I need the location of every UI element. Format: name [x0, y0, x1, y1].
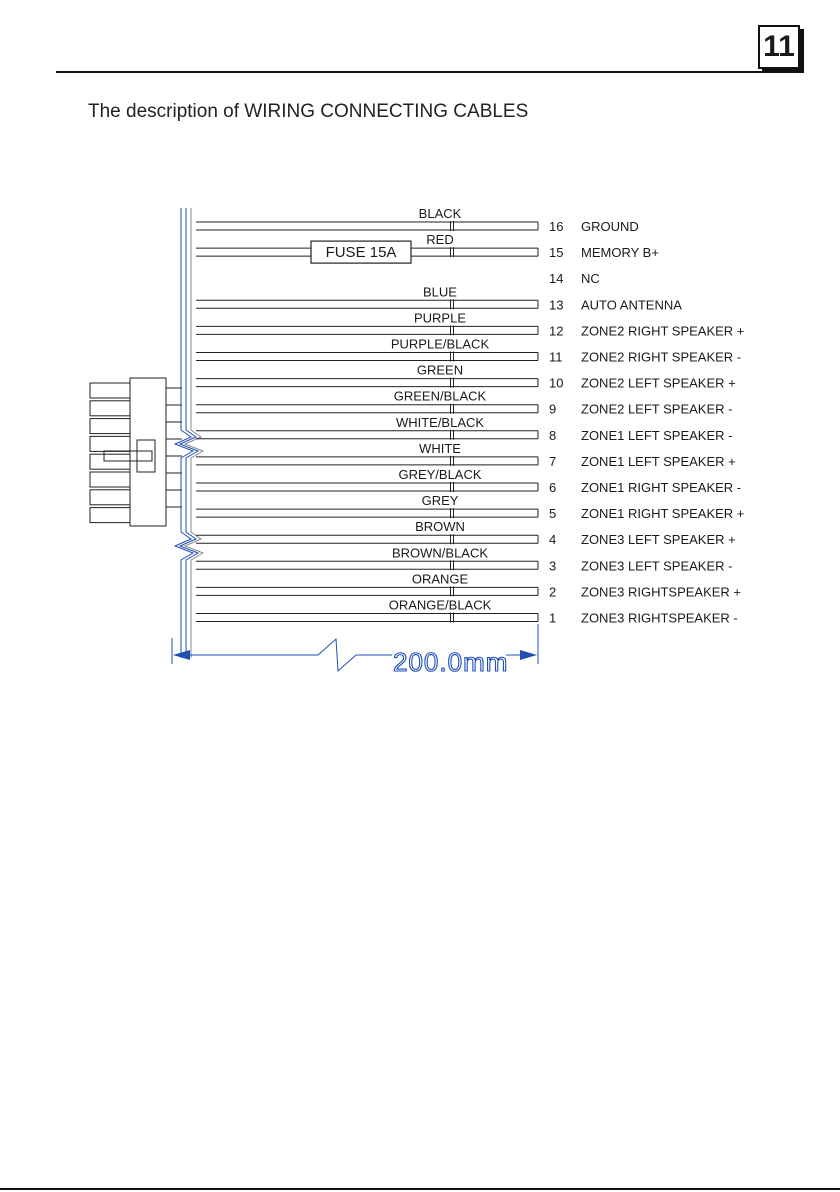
- wire-3: [196, 545, 732, 573]
- pin-number: 12: [549, 323, 564, 339]
- pin-function: ZONE3 LEFT SPEAKER -: [581, 558, 733, 574]
- connector-pin-cavity: [90, 454, 130, 469]
- connector-pin-cavity: [90, 419, 130, 434]
- pin-number: 6: [549, 480, 557, 495]
- wire-color-label: WHITE: [419, 440, 461, 456]
- pin-function: MEMORY B+: [581, 245, 659, 261]
- connector-body: [130, 378, 166, 526]
- wire-color-label: GREY/BLACK: [398, 467, 482, 482]
- wire-list: [196, 206, 744, 626]
- wire-color-label: BLACK: [418, 206, 462, 221]
- connector-pin-cavity: [90, 472, 130, 487]
- connector-pin-cavity: [90, 436, 130, 451]
- wire-color-label: BLUE: [423, 284, 457, 300]
- wire-8: [196, 415, 732, 443]
- page-title: The description of WIRING CONNECTING CABLES: [88, 101, 529, 122]
- wire-color-label: BROWN: [415, 519, 465, 535]
- pin-number: 5: [549, 506, 557, 522]
- length-dimension: [172, 624, 538, 677]
- wire-color-label: PURPLE/BLACK: [390, 336, 490, 352]
- pin-function: ZONE3 RIGHTSPEAKER +: [581, 584, 742, 600]
- pin-number: 14: [549, 271, 564, 287]
- wire-11: [196, 337, 741, 365]
- pin-number: 11: [549, 349, 563, 365]
- pin-function: AUTO ANTENNA: [581, 297, 682, 313]
- wiring-connector: [90, 378, 182, 526]
- pin-function: ZONE2 RIGHT SPEAKER +: [581, 323, 745, 339]
- pin-number: 10: [549, 375, 564, 391]
- harness-trunk: [175, 208, 203, 658]
- pin-number: 1: [549, 610, 557, 626]
- pin-number: 7: [549, 453, 557, 469]
- wire-10: [196, 363, 736, 391]
- pin-number: 13: [549, 297, 564, 313]
- pin-number: 16: [549, 219, 564, 234]
- wire-15: [196, 232, 659, 263]
- pin-function: ZONE1 LEFT SPEAKER +: [581, 453, 736, 469]
- wire-color-label: PURPLE: [413, 310, 467, 326]
- pin-function: GROUND: [581, 219, 639, 234]
- wire-color-label: RED: [426, 232, 454, 248]
- connector-pin-cavity: [90, 508, 130, 523]
- pin-number: 2: [549, 584, 557, 600]
- pin-function: ZONE1 RIGHT SPEAKER +: [581, 506, 745, 522]
- wire-9: [196, 389, 732, 417]
- fuse-label: FUSE 15A: [325, 244, 397, 262]
- page-number: 11: [758, 25, 800, 69]
- connector-pin-cavity: [90, 490, 130, 505]
- wire-color-label: WHITE/BLACK: [395, 414, 485, 430]
- pin-function: ZONE2 LEFT SPEAKER -: [581, 401, 733, 417]
- wire-13: [196, 284, 682, 312]
- pin-number: 8: [549, 427, 557, 443]
- pin-function: NC: [581, 271, 600, 287]
- pin-number: 3: [549, 558, 557, 574]
- pin-function: ZONE3 LEFT SPEAKER +: [581, 532, 736, 548]
- wire-6: [196, 467, 741, 495]
- dimension-line-broken: [175, 639, 392, 671]
- dimension-label: 200.0mm: [393, 647, 509, 677]
- wire-16: [196, 206, 639, 234]
- pin-function: ZONE2 LEFT SPEAKER +: [581, 375, 736, 391]
- wire-1: [196, 598, 738, 626]
- wire-12: [196, 310, 744, 338]
- pin-function: ZONE2 RIGHT SPEAKER -: [581, 349, 742, 365]
- wire-2: [196, 571, 741, 599]
- bottom-rule: [0, 1188, 840, 1190]
- pin-function: ZONE3 RIGHTSPEAKER -: [581, 610, 738, 626]
- dimension-arrow-right: [520, 650, 537, 660]
- wire-7: [196, 441, 736, 469]
- connector-latch: [104, 451, 152, 461]
- wire-color-label: ORANGE: [411, 571, 469, 587]
- wire-color-label: BROWN/BLACK: [391, 545, 489, 561]
- wire-5: [196, 493, 744, 521]
- connector-pin-cavity: [90, 401, 130, 416]
- pin-number: 9: [549, 401, 557, 417]
- connector-pin-cavity: [90, 383, 130, 398]
- wire-color-label: GREEN: [416, 362, 464, 378]
- pin-number: 15: [549, 245, 564, 261]
- pin-function: ZONE1 LEFT SPEAKER -: [581, 427, 733, 443]
- wire-color-label: GREY: [421, 493, 459, 509]
- wire-color-label: ORANGE/BLACK: [388, 597, 492, 613]
- pin-function: ZONE1 RIGHT SPEAKER -: [581, 480, 742, 495]
- wire-4: [196, 519, 736, 547]
- wire-14: [549, 271, 600, 286]
- trunk-inner-line: [185, 208, 203, 658]
- pin-number: 4: [549, 532, 557, 548]
- wire-color-label: GREEN/BLACK: [393, 388, 487, 404]
